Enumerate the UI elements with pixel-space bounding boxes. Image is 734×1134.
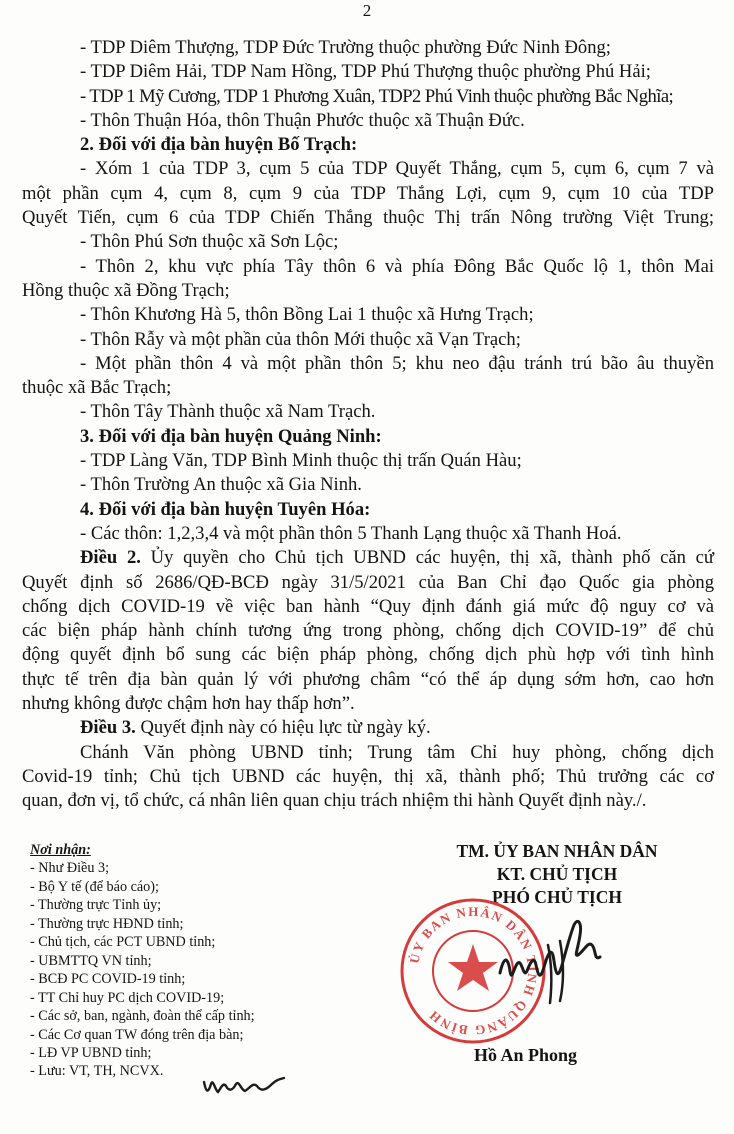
article-3-text: Quyết định này có hiệu lực từ ngày ký. [140, 717, 431, 739]
article-3-paragraph [22, 716, 714, 740]
handwritten-signature [490, 905, 610, 1015]
seal-ring-text: ỦY BAN NHÂN DÂN TỈNH QUẢNG BÌNH [406, 903, 541, 1039]
article-2-paragraph [22, 546, 714, 570]
signer-name: Hồ An Phong [474, 1045, 578, 1065]
list-item: - TDP Diêm Thượng, TDP Đức Trường thuộc phường Đức Ninh Đông; [80, 37, 611, 58]
recipient-item: - LĐ VP UBND tỉnh; [30, 1044, 152, 1061]
list-item: - TDP Diêm Hải, TDP Nam Hồng, TDP Phú Thượng thuộc phường Phú Hải; [80, 61, 651, 83]
page-number: 2 [362, 1, 372, 20]
paragraph-line: chống dịch COVID-19 về việc ban hành “Quy định đánh giá mức độ nguy cơ và [22, 595, 714, 617]
list-item-continuation: Quyết Tiến, cụm 6 của TDP Chiến Thắng thuộc Thị trấn Nông trường Việt Trung; [22, 207, 714, 229]
paragraph-line: Quyết định số 2686/QĐ-BCĐ ngày 31/5/2021 của Ban Chỉ đạo Quốc gia phòng [22, 571, 714, 593]
paragraph-line: Chánh Văn phòng UBND tỉnh; Trung tâm Chỉ huy phòng, chống dịch [80, 741, 714, 763]
recipient-item: - Như Điều 3; [30, 860, 110, 877]
paragraph-line: các biện pháp hành chính tương ứng trong phòng, chống dịch COVID-19” để chủ [22, 620, 714, 642]
recipients-list [30, 841, 390, 1081]
recipient-item: - TT Chỉ huy PC dịch COVID-19; [30, 989, 225, 1006]
recipient-item: - Các Cơ quan TW đóng trên địa bàn; [30, 1026, 244, 1043]
recipient-item: - UBMTTQ VN tỉnh; [30, 952, 152, 969]
document-body [22, 36, 714, 814]
list-item: - Thôn Phú Sơn thuộc xã Sơn Lộc; [80, 231, 339, 253]
article-2-text: Ủy quyền cho Chủ tịch UBND các huyện, thị xã, thành phố căn cứ [150, 547, 715, 569]
list-item-continuation: thuộc xã Bắc Trạch; [22, 377, 172, 399]
section-heading: 2. Đối với địa bàn huyện Bố Trạch: [80, 134, 358, 156]
signature-authority: TM. ỦY BAN NHÂN DÂN [456, 841, 658, 861]
recipient-item: - BCĐ PC COVID-19 tỉnh; [30, 971, 186, 988]
list-item: - Xóm 1 của TDP 3, cụm 5 của TDP Quyết Thắng, cụm 5, cụm 6, cụm 7 và [80, 158, 714, 180]
list-item: - Thôn Trường An thuộc xã Gia Ninh. [80, 474, 362, 496]
recipient-item: - Chủ tịch, các PCT UBND tỉnh; [30, 934, 216, 951]
article-2-label: Điều 2. [80, 547, 141, 569]
list-item: - Thôn Rẫy và một phần của thôn Mới thuộc xã Vạn Trạch; [80, 328, 521, 350]
recipient-item: - Lưu: VT, TH, NCVX. [30, 1063, 164, 1080]
section-heading: 3. Đối với địa bàn huyện Quảng Ninh: [80, 425, 382, 447]
section-heading: 4. Đối với địa bàn huyện Tuyên Hóa: [80, 498, 371, 520]
paragraph-line: quan, đơn vị, tổ chức, cá nhân liên quan chịu trách nhiệm thi hành Quyết định này./. [22, 790, 647, 812]
list-item: - TDP 1 Mỹ Cương, TDP 1 Phương Xuân, TDP2 Phú Vinh thuộc phường Bắc Nghĩa; [80, 85, 674, 107]
paragraph-line: động quyết định bổ sung các biện pháp phòng, chống dịch phù hợp với tình hình [22, 644, 714, 666]
article-3-label: Điều 3. [80, 717, 136, 739]
paragraph-line: nhưng không được chậm hơn hay thấp hơn”. [22, 693, 355, 715]
list-item-continuation: một phần cụm 4, cụm 8, cụm 9 của TDP Thắng Lợi, cụm 9, cụm 10 của TDP [22, 182, 714, 204]
recipient-item: - Các sở, ban, ngành, đoàn thể cấp tỉnh; [30, 1008, 255, 1025]
recipient-item: - Thường trực Tỉnh ủy; [30, 897, 162, 914]
list-item-continuation: Hồng thuộc xã Đồng Trạch; [22, 279, 230, 301]
list-item: - Thôn Thuận Hóa, thôn Thuận Phước thuộc xã Thuận Đức. [80, 109, 525, 131]
signature-capacity: KT. CHỦ TỊCH [496, 864, 618, 884]
paragraph-line: Covid-19 tỉnh; Chủ tịch UBND các huyện, thị xã, thành phố; Thủ trưởng các cơ [22, 765, 714, 787]
recipient-item: - Thường trực HĐND tỉnh; [30, 915, 184, 932]
signature-title: PHÓ CHỦ TỊCH [492, 887, 622, 907]
list-item: - Các thôn: 1,2,3,4 và một phần thôn 5 Thanh Lạng thuộc xã Thanh Hoá. [80, 522, 622, 544]
recipient-item: - Bộ Y tế (để báo cáo); [30, 878, 159, 895]
recipients-title: Nơi nhận: [30, 842, 91, 858]
list-item: - Thôn 2, khu vực phía Tây thôn 6 và phía Đông Bắc Quốc lộ 1, thôn Mai [80, 255, 714, 277]
list-item: - Thôn Tây Thành thuộc xã Nam Trạch. [80, 401, 376, 423]
list-item: - TDP Làng Văn, TDP Bình Minh thuộc thị trấn Quán Hàu; [80, 450, 522, 472]
paragraph-line: thực tế trên địa bàn quản lý với phương châm “có thể áp dụng sớm hơn, cao hơn [22, 668, 714, 690]
list-item: - Thôn Khương Hà 5, thôn Bồng Lai 1 thuộc xã Hưng Trạch; [80, 304, 534, 326]
handwritten-initials [200, 1070, 286, 1100]
list-item: - Một phần thôn 4 và một phần thôn 5; khu neo đậu tránh trú bão âu thuyền [80, 352, 714, 374]
